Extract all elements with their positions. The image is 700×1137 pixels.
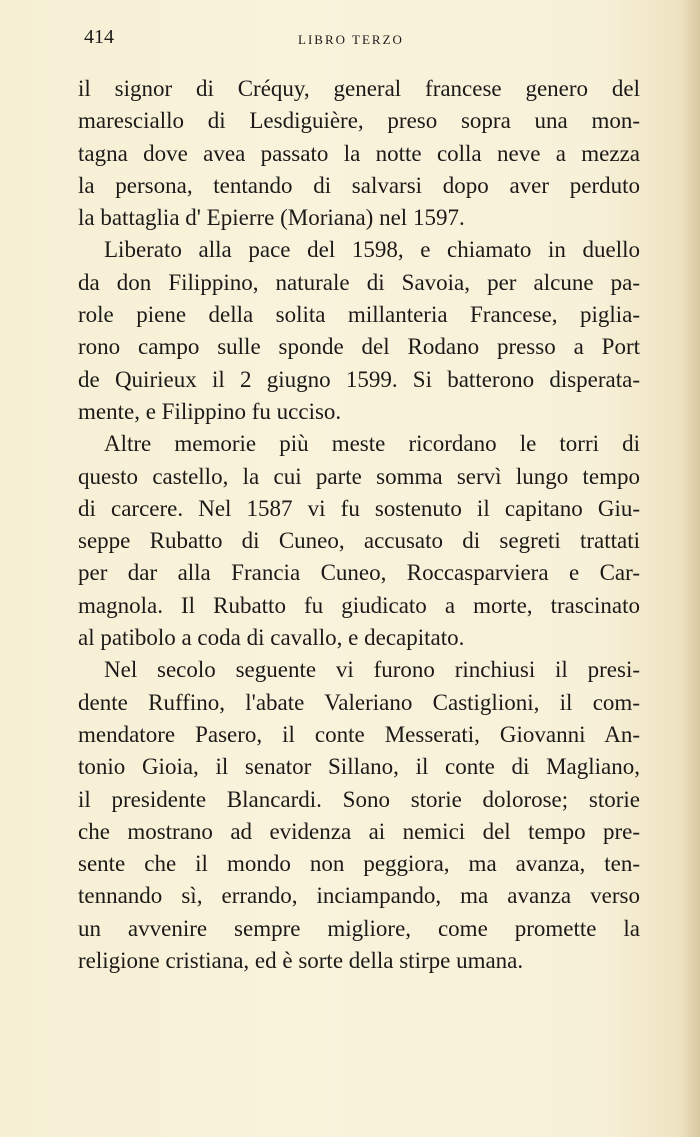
paragraph [78, 654, 640, 977]
text-line: tagna dove avea passato la notte colla neve a mezza [78, 140, 640, 166]
paragraph [78, 428, 640, 654]
text-line: rono campo sulle sponde del Rodano presso a Port [78, 334, 640, 360]
text-line: maresciallo di Lesdiguière, preso sopra una mon- [78, 108, 640, 134]
text-line: di carcere. Nel 1587 vi fu sostenuto il capitano Giu- [78, 495, 640, 521]
paragraph [78, 73, 640, 234]
paragraph [78, 234, 640, 428]
text-line: questo castello, la cui parte somma servì lungo tempo [78, 463, 640, 489]
text-line: al patibolo a coda di cavallo, e decapitato. [78, 625, 465, 651]
text-line: per dar alla Francia Cuneo, Roccasparviera e Car- [78, 560, 640, 586]
page-number: 414 [84, 26, 114, 48]
text-line: che mostrano ad evidenza ai nemici del tempo pre- [78, 818, 640, 844]
text-line: magnola. Il Rubatto fu giudicato a morte, trascinato [78, 592, 640, 618]
text-line: dente Ruffino, l'abate Valeriano Castiglioni, il com- [78, 689, 640, 715]
text-line: da don Filippino, naturale di Savoia, per alcune pa- [78, 269, 640, 295]
text-line: tonio Gioia, il senator Sillano, il conte di Magliano, [78, 754, 640, 780]
page-header [84, 24, 639, 54]
text-line: Nel secolo seguente vi furono rinchiusi il presi- [104, 657, 640, 683]
text-line: sente che il mondo non peggiora, ma avanza, ten- [78, 851, 640, 877]
text-line: role piene della solita millanteria Francese, piglia- [78, 302, 640, 328]
text-line: mendatore Pasero, il conte Messerati, Giovanni An- [78, 721, 640, 747]
text-line: de Quirieux il 2 giugno 1599. Si batterono disperata- [78, 366, 640, 392]
body-text [78, 73, 640, 977]
text-line: Liberato alla pace del 1598, e chiamato in duello [104, 237, 640, 263]
text-line: la persona, tentando di salvarsi dopo aver perduto [78, 172, 640, 198]
text-line: tennando sì, errando, inciampando, ma avanza verso [78, 883, 640, 909]
text-line: seppe Rubatto di Cuneo, accusato di segreti trattati [78, 528, 640, 554]
running-head: LIBRO TERZO [298, 32, 404, 47]
text-line: un avvenire sempre migliore, come promette la [78, 915, 640, 941]
text-line: la battaglia d' Epierre (Moriana) nel 1597. [78, 205, 465, 231]
text-line: Altre memorie più meste ricordano le torri di [104, 431, 640, 457]
text-line: il presidente Blancardi. Sono storie dolorose; storie [78, 786, 640, 812]
text-line: il signor di Créquy, general francese genero del [78, 76, 640, 101]
text-line: mente, e Filippino fu ucciso. [78, 398, 342, 424]
text-line: religione cristiana, ed è sorte della stirpe umana. [78, 948, 524, 974]
